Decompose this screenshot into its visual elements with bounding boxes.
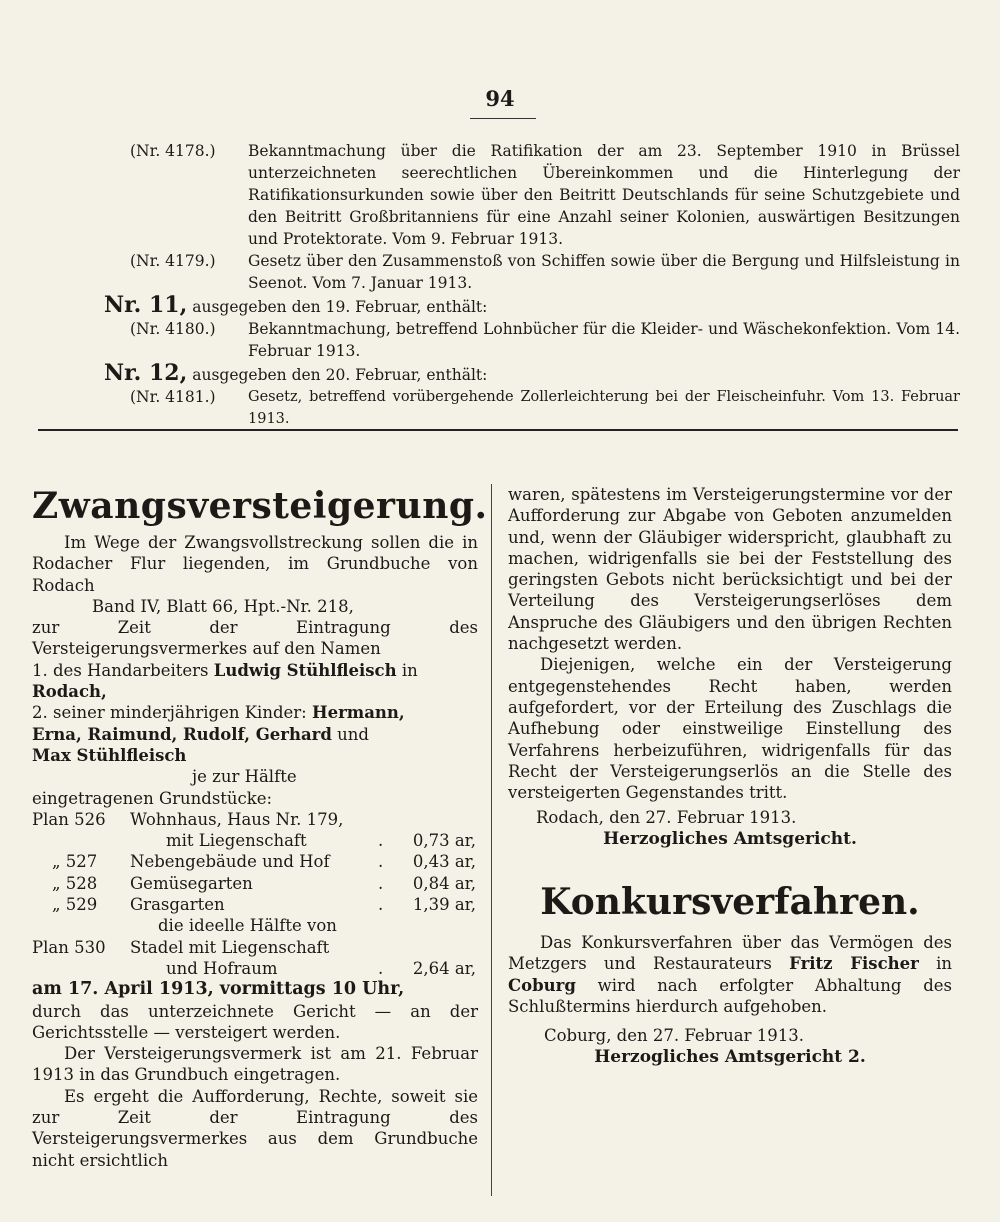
issue-label: Nr. 11, [104, 292, 188, 318]
owner-place: Rodach, [32, 682, 107, 702]
entry-number: (Nr. 4179.) [130, 252, 216, 270]
plot-row: „ 529 Grasgarten . 1,39 ar, [52, 895, 476, 915]
entry-4179 [38, 250, 960, 294]
land-register-reference: Band IV, Blatt 66, Hpt.-Nr. 218, [92, 596, 354, 616]
entry-number: (Nr. 4180.) [130, 320, 216, 338]
owner-1: 1. des Handarbeiters Ludwig Stühlfleisch in [32, 660, 418, 680]
owner-names: Erna, Raimund, Rudolf, Gerhard und [32, 724, 369, 744]
entry-text: Bekanntmachung über die Ratifikation der am 23. September 1910 in Brüssel unterzeichneten seerechtlichen Übereinkommen und die Hinterlegung der Ratifikationsurkunden sowie über den Beitritt Deutschlands für seine Schutzgebiete und den Beitritt Großbritanniens für eine Anzahl seiner Kolonien, auswärtigen Besitzungen und Protektorate. Vom 9. Februar 1913. [248, 142, 960, 248]
notice-heading: Zwangsversteigerung. [32, 485, 488, 527]
entry-number: (Nr. 4181.) [130, 388, 216, 406]
entry-4181 [38, 386, 960, 430]
section-divider [38, 429, 958, 431]
entry-4180 [38, 318, 960, 362]
plots-table [32, 809, 476, 979]
issue-text: ausgegeben den 20. Februar, enthält: [192, 366, 488, 384]
owner-name: Ludwig Stühlfleisch [213, 660, 397, 680]
page-number-rule [470, 118, 536, 119]
law-gazette-contents [38, 140, 960, 430]
entry-text: Gesetz über den Zusammenstoß von Schiffen sowie über die Bergung und Hilfsleistung in Seenot. Vom 7. Januar 1913. [248, 252, 960, 292]
notice-paragraph: Im Wege der Zwangsvollstreckung sollen die in Rodacher Flur liegenden, im Grundbuche von Rodach [32, 533, 478, 595]
share-note: je zur Hälfte [192, 767, 297, 787]
column-divider [491, 484, 492, 1196]
plot-row: mit Liegenschaft . 0,73 ar, [166, 831, 476, 851]
entry-text: Gesetz, betreffend vorübergehende Zollerleichterung bei der Fleischeinfuhr. Vom 13. Februar 1913. [248, 389, 960, 427]
plot-row: die ideelle Hälfte von [158, 916, 337, 936]
notice-paragraph: durch das unterzeichnete Gericht — an der Gerichtsstelle — versteigert werden. [32, 1001, 478, 1042]
entry-text: Bekanntmachung, betreffend Lohnbücher für die Kleider- und Wäschekonfektion. Vom 14. Februar 1913. [248, 320, 960, 360]
notice-paragraph: Es ergeht die Aufforderung, Rechte, soweit sie zur Zeit der Eintragung des Versteigerungsvermerkes aus dem Grundbuche nicht ersichtlich [32, 1086, 478, 1170]
notice-paragraph: Diejenigen, welche ein der Versteigerung entgegenstehendes Recht haben, werden aufgefordert, vor der Erteilung des Zuschlags die Aufhebung oder einstweilige Einstellung des Verfahrens herbeizuführen, widrigenfalls für das Recht der Versteigerungserlös an die Stelle des versteigerten Gegenstandes tritt. [508, 655, 952, 803]
notice-continuation [508, 484, 952, 1068]
place-date: Rodach, den 27. Februar 1913. [536, 808, 797, 828]
foreclosure-notice [32, 484, 488, 1171]
plot-row: und Hofraum . 2,64 ar, [166, 958, 476, 978]
issue-label: Nr. 12, [104, 360, 188, 386]
notice-paragraph: waren, spätestens im Versteigerungstermine vor der Aufforderung zur Abgabe von Geboten anzumelden und, wenn der Gläubiger widerspricht, glaubhaft zu machen, widrigenfalls sie bei der Feststellung des geringsten Gebots nicht berücksichtigt und bei der Verteilung des Versteigerungserlöses dem Anspruche des Gläubigers und den übrigen Rechten nachgesetzt werden. [508, 485, 952, 654]
registered-label: eingetragenen Grundstücke: [32, 788, 273, 808]
plot-row: Plan 530 Stadel mit Liegenschaft [32, 937, 330, 957]
place-date: Coburg, den 27. Februar 1913. [544, 1026, 804, 1046]
plot-row: Plan 526 Wohnhaus, Haus Nr. 179, [32, 809, 344, 829]
issue-11 [38, 294, 960, 318]
plot-row: „ 527 Nebengebäude und Hof . 0,43 ar, [52, 852, 476, 872]
court-signature: Herzogliches Amtsgericht 2. [594, 1046, 866, 1067]
issue-12 [38, 362, 960, 386]
notice-paragraph: zur Zeit der Eintragung des Versteigerungsvermerkes auf den Namen [32, 618, 478, 659]
bankruptcy-paragraph: Das Konkursverfahren über das Vermögen des Metzgers und Restaurateurs Fritz Fischer in Coburg wird nach erfolgter Abhaltung des Schlußtermins hierdurch aufgehoben. [508, 933, 953, 1016]
owner-2: 2. seiner minderjährigen Kinder: Hermann, [32, 703, 405, 723]
entry-4178 [38, 140, 960, 250]
bankruptcy-heading: Konkursverfahren. [540, 881, 920, 924]
notice-paragraph: Der Versteigerungsvermerk ist am 21. Februar 1913 in das Grundbuch eingetragen. [32, 1044, 478, 1085]
owner-names: Max Stühlfleisch [32, 745, 187, 765]
page-number: 94 [485, 86, 515, 111]
court-signature: Herzogliches Amtsgericht. [603, 828, 857, 849]
entry-number: (Nr. 4178.) [130, 142, 216, 160]
issue-text: ausgegeben den 19. Februar, enthält: [192, 298, 488, 316]
auction-date: am 17. April 1913, vormittags 10 Uhr, [32, 979, 405, 1000]
plot-row: „ 528 Gemüsegarten . 0,84 ar, [52, 873, 476, 893]
